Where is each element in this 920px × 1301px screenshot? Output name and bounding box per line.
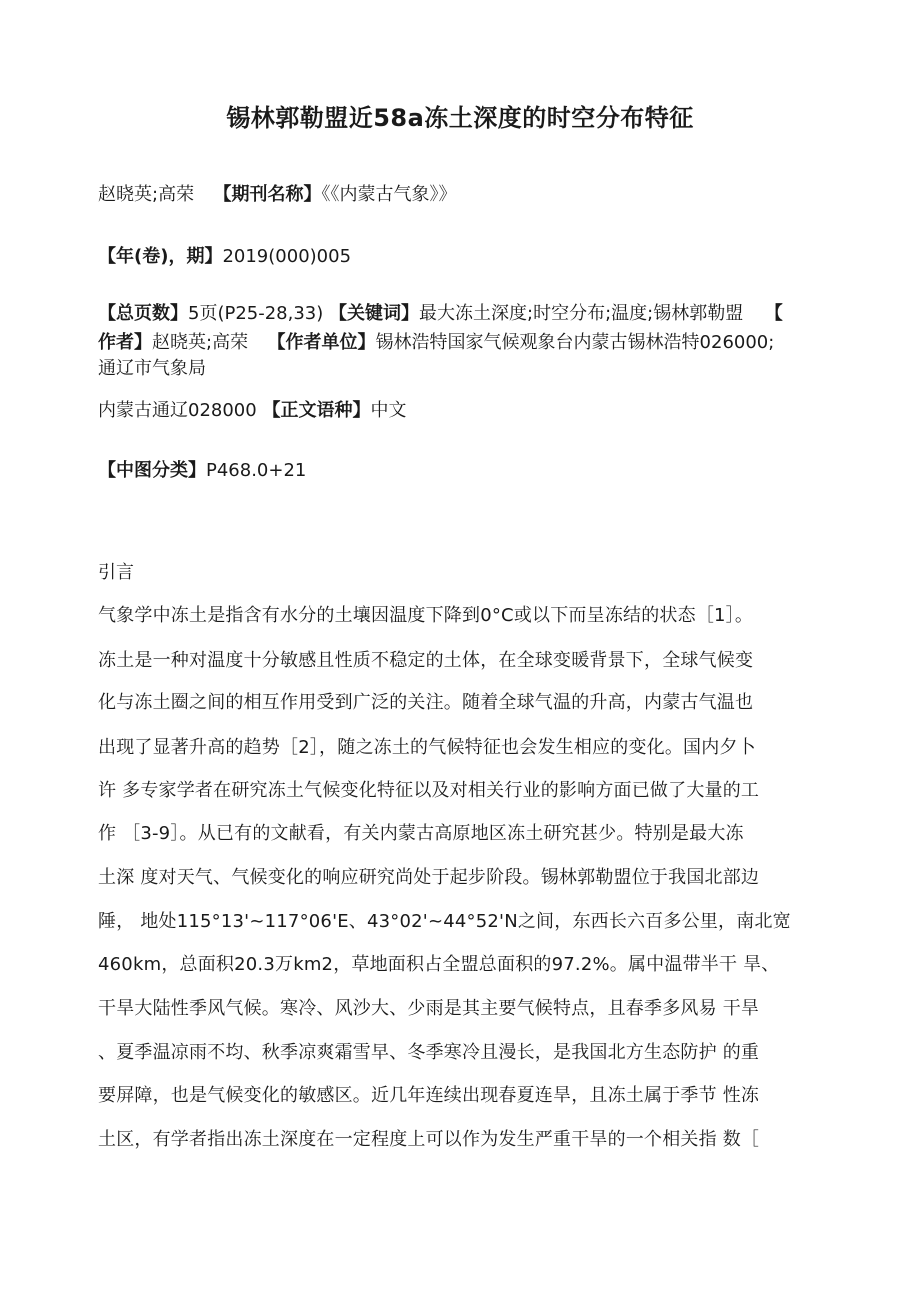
author-label: 作者】 (98, 332, 152, 353)
year-line (98, 242, 351, 268)
keywords-label: 【关键词】 (329, 303, 420, 324)
body-line: 化与冻土圈之间的相互作用受到广泛的关注。随着全球气温的升高，内蒙古气温也 (98, 692, 754, 713)
body-line: 土区，有学者指出冻土深度在一定程度上可以作为发生严重干旱的一个相关指 数［ (98, 1129, 760, 1150)
section-heading: 引言 (98, 562, 134, 583)
body-line: 要屏障，也是气候变化的敏感区。近几年连续出现春夏连旱，且冻土属于季节 性冻 (98, 1085, 760, 1106)
year-value: 2019(000)005 (222, 246, 352, 267)
body-line: 陲， 地处115°13'~117°06'E、43°02'~44°52'N之间，东西长六百多公里，南北宽 (98, 911, 791, 932)
language-value: 中文 (370, 400, 407, 421)
affiliation-label: 【作者单位】 (267, 332, 376, 353)
author-affiliation-line (98, 328, 774, 354)
body-line: 460km，总面积20.3万km2，草地面积占全盟总面积的97.2%。属中温带半干 旱、 (98, 954, 780, 975)
year-label: 【年(卷)，期】 (98, 246, 223, 267)
pages-value: 5页(P25-28,33) (188, 303, 324, 324)
affiliation-line-2 (98, 354, 206, 380)
journal-name: 《《内蒙古气象》》 (321, 184, 457, 205)
pages-label: 【总页数】 (98, 303, 188, 324)
body-line: 许 多专家学者在研究冻土气候变化特征以及对相关行业的影响方面已做了大量的工 (98, 780, 760, 801)
affiliation-2: 通辽市气象局 (98, 358, 206, 379)
journal-label: 【期刊名称】 (213, 184, 322, 205)
affiliation-1: 锡林浩特国家气候观象台内蒙古锡林浩特026000; (375, 332, 775, 353)
language-label: 【正文语种】 (262, 400, 371, 421)
body-line: 气象学中冻土是指含有水分的土壤因温度下降到0°C或以下而呈冻结的状态［1］。 (98, 605, 754, 626)
keywords-value: 最大冻土深度;时空分布;温度;锡林郭勒盟 (419, 303, 744, 324)
body-line: 干旱大陆性季风气候。寒冷、风沙大、少雨是其主要气候特点，且春季多风易 干旱 (98, 998, 760, 1019)
author-value: 赵晓英;高荣 (152, 332, 249, 353)
body-line: 冻土是一种对温度十分敏感且性质不稳定的土体，在全球变暖背景下，全球气候变 (98, 650, 754, 671)
paper-title: 锡林郭勒盟近58a冻土深度的时空分布特征 (226, 104, 694, 132)
authors-journal-line (98, 180, 457, 206)
classification-label: 【中图分类】 (98, 460, 206, 481)
body-line: 作 ［3-9］。从已有的文献看，有关内蒙古高原地区冻土研究甚少。特别是最大冻 (98, 823, 744, 844)
authors: 赵晓英;高荣 (98, 184, 195, 205)
author-label-bracket: 【 (764, 303, 783, 324)
affiliation-language-line (98, 396, 406, 422)
classification-value: P468.0+21 (206, 460, 307, 481)
body-line: 、夏季温凉雨不均、秋季凉爽霜雪早、冬季寒冷且漫长，是我国北方生态防护 的重 (98, 1042, 760, 1063)
body-line: 土深 度对天气、气候变化的响应研究尚处于起步阶段。锡林郭勒盟位于我国北部边 (98, 867, 760, 888)
classification-line (98, 456, 306, 482)
pages-keywords-line (98, 299, 783, 325)
affiliation-3: 内蒙古通辽028000 (98, 400, 257, 421)
body-line: 出现了显著升高的趋势［2］，随之冻土的气候特征也会发生相应的变化。国内夕卜 (98, 737, 756, 758)
